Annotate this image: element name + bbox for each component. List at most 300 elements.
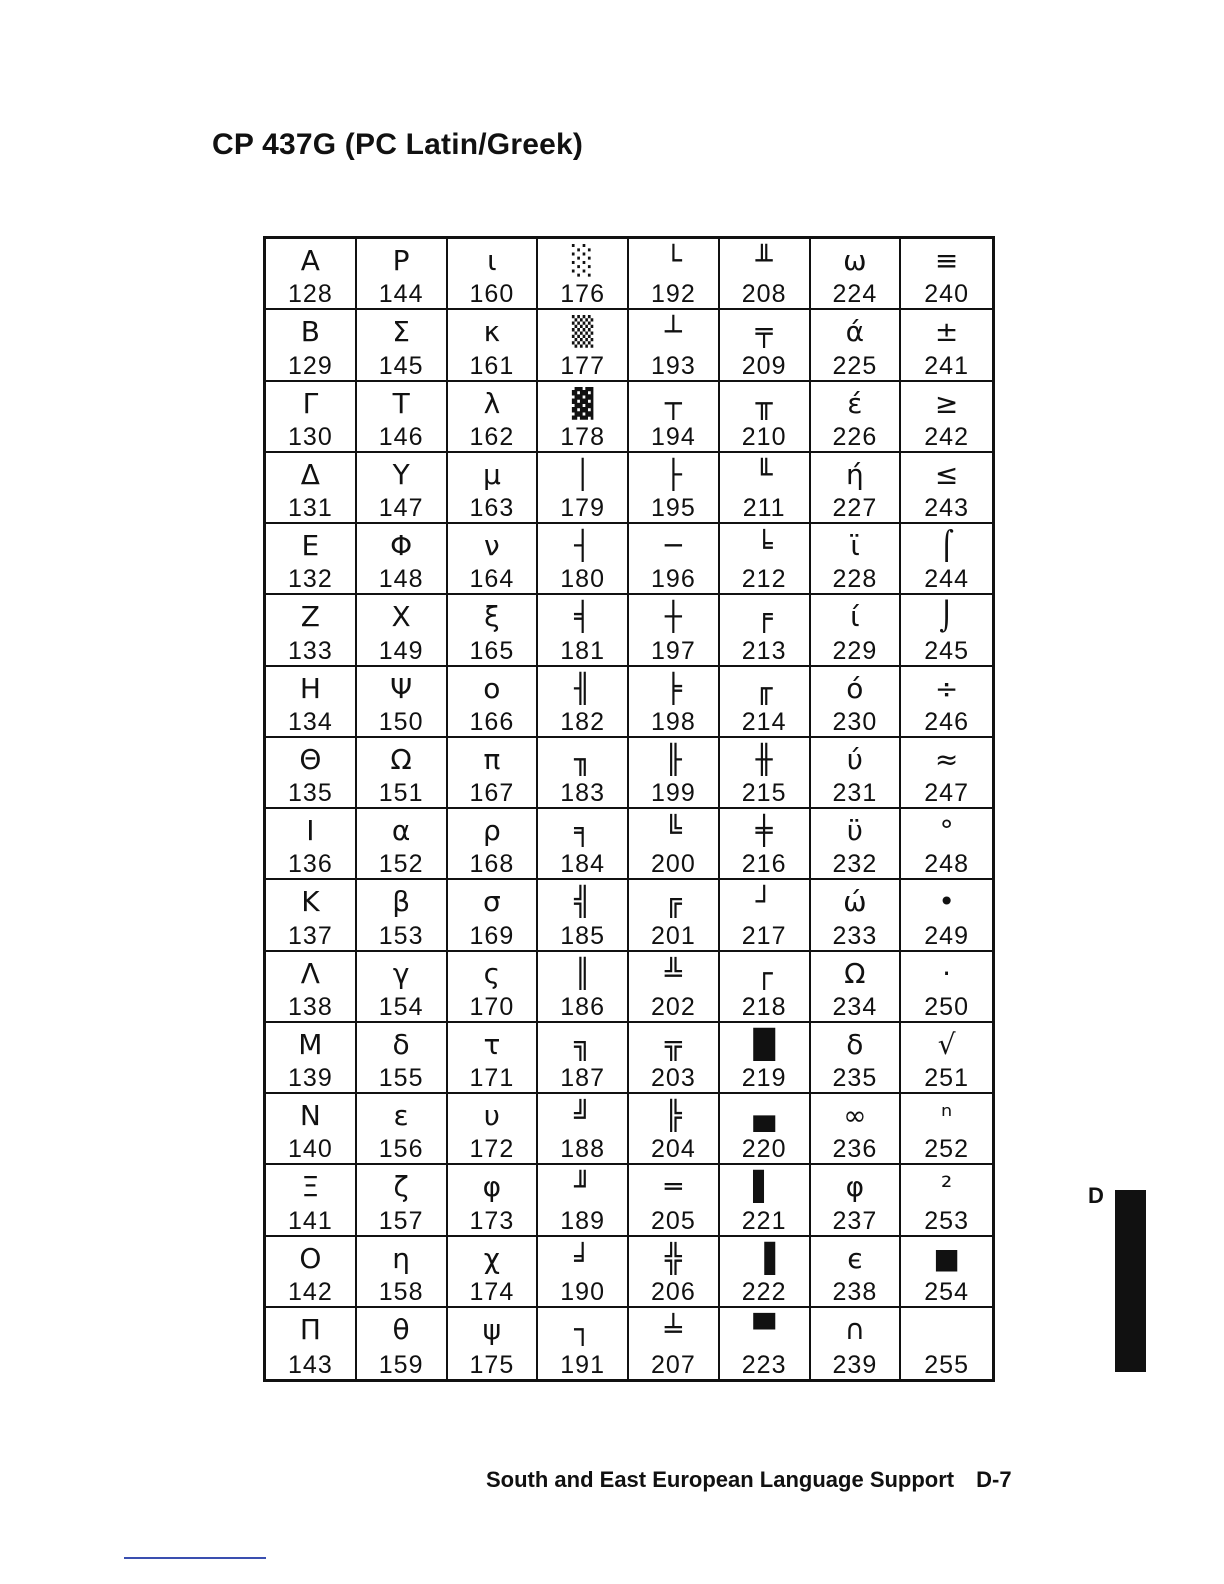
code-cell: [629, 1094, 720, 1165]
code-page-table: [263, 236, 995, 1382]
code-point-number: 162: [469, 422, 515, 451]
character-glyph: ╚: [664, 814, 682, 847]
code-point-number: 242: [924, 422, 969, 451]
code-cell: [266, 453, 357, 524]
code-cell: [538, 952, 629, 1023]
code-point-number: 155: [378, 1064, 424, 1092]
code-point-number: 137: [288, 921, 333, 950]
code-point-number: 143: [288, 1351, 333, 1379]
code-cell: [811, 667, 902, 738]
character-glyph: ╞: [664, 671, 682, 705]
character-glyph: γ: [392, 956, 410, 990]
code-point-number: 157: [378, 1206, 424, 1235]
code-point-number: 156: [378, 1135, 424, 1164]
code-point-number: 171: [469, 1064, 515, 1092]
character-glyph: ╔: [664, 885, 682, 919]
character-glyph: θ: [392, 1312, 410, 1346]
character-glyph: ╓: [755, 671, 773, 705]
character-glyph: ό: [846, 671, 864, 705]
code-point-number: 138: [288, 992, 333, 1021]
character-glyph: Θ: [299, 742, 322, 776]
code-point-number: 177: [560, 351, 605, 380]
character-glyph: κ: [483, 315, 501, 349]
code-cell: [720, 524, 811, 595]
character-glyph: ╦: [664, 1027, 682, 1061]
code-cell: [538, 382, 629, 453]
character-glyph: ύ: [846, 742, 863, 776]
code-point-number: 210: [741, 422, 787, 451]
code-point-number: 160: [469, 280, 515, 309]
code-point-number: 211: [742, 494, 786, 522]
code-cell: [538, 1308, 629, 1379]
code-point-number: 250: [924, 992, 969, 1021]
character-glyph: φ: [845, 1170, 865, 1204]
code-point-number: 236: [832, 1135, 878, 1164]
code-point-number: 238: [832, 1277, 878, 1306]
code-point-number: 179: [560, 494, 605, 522]
code-point-number: 181: [560, 636, 605, 665]
code-cell: [720, 1165, 811, 1236]
character-glyph: Τ: [392, 386, 410, 420]
code-cell: [266, 1237, 357, 1308]
code-cell: [629, 239, 720, 310]
code-cell: [811, 1237, 902, 1308]
character-glyph: ╖: [574, 742, 592, 776]
character-glyph: β: [392, 885, 411, 919]
code-point-number: 192: [651, 280, 696, 309]
code-point-number: 212: [741, 565, 787, 594]
section-tab-marker: [1115, 1190, 1146, 1372]
code-point-number: 217: [741, 921, 787, 950]
code-point-number: 159: [378, 1351, 424, 1379]
code-point-number: 188: [560, 1135, 605, 1164]
code-cell: [266, 382, 357, 453]
character-glyph: ο: [483, 671, 501, 705]
code-cell: [448, 952, 539, 1023]
code-point-number: 245: [924, 636, 969, 665]
character-glyph: Ι: [306, 814, 315, 847]
character-glyph: Δ: [300, 457, 320, 491]
character-glyph: ┬: [664, 386, 682, 420]
code-point-number: 146: [378, 422, 424, 451]
character-glyph: ⌡: [939, 600, 954, 634]
character-glyph: τ: [483, 1027, 501, 1061]
code-cell: [266, 880, 357, 951]
character-glyph: Φ: [390, 529, 413, 562]
code-cell: [538, 1023, 629, 1094]
code-point-number: 144: [378, 280, 424, 309]
page-footer: [486, 1467, 1012, 1493]
character-glyph: ⁿ: [941, 1099, 953, 1132]
character-glyph: █: [753, 1027, 775, 1061]
character-glyph: ░: [571, 244, 594, 277]
character-glyph: Ω: [844, 956, 866, 990]
character-glyph: Ξ: [301, 1170, 320, 1204]
code-cell: [357, 1308, 448, 1379]
code-cell: [720, 1023, 811, 1094]
character-glyph: ώ: [843, 885, 867, 919]
code-point-number: 205: [651, 1206, 696, 1235]
code-point-number: 170: [469, 992, 515, 1021]
code-cell: [901, 1165, 992, 1236]
character-glyph: ╪: [755, 814, 773, 847]
character-glyph: └: [664, 244, 682, 277]
character-glyph: ╧: [664, 1312, 682, 1346]
character-glyph: ═: [664, 1170, 682, 1204]
character-glyph: Γ: [302, 386, 319, 420]
code-point-number: 136: [288, 850, 333, 879]
code-cell: [811, 1165, 902, 1236]
character-glyph: ├: [664, 457, 682, 491]
code-point-number: 207: [651, 1351, 696, 1379]
character-glyph: δ: [846, 1027, 864, 1061]
code-point-number: 172: [469, 1135, 515, 1164]
character-glyph: ╣: [574, 885, 592, 919]
code-cell: [811, 952, 902, 1023]
code-cell: [811, 382, 902, 453]
character-glyph: ╥: [755, 386, 773, 420]
code-cell: [811, 1094, 902, 1165]
code-cell: [811, 595, 902, 666]
code-cell: [538, 595, 629, 666]
character-glyph: [901, 1310, 992, 1350]
character-glyph: ζ: [393, 1170, 409, 1204]
code-cell: [901, 310, 992, 381]
code-point-number: 176: [560, 280, 605, 309]
code-cell: [720, 952, 811, 1023]
code-point-number: 153: [378, 921, 424, 950]
character-glyph: Β: [300, 315, 320, 349]
character-glyph: ⌠: [939, 529, 954, 562]
character-glyph: ╛: [574, 1241, 592, 1275]
code-cell: [720, 382, 811, 453]
code-cell: [538, 239, 629, 310]
character-glyph: ψ: [482, 1312, 502, 1346]
character-glyph: ▀: [753, 1312, 775, 1346]
code-point-number: 225: [832, 351, 878, 380]
code-cell: [720, 1237, 811, 1308]
code-point-number: 206: [651, 1277, 696, 1306]
code-cell: [901, 524, 992, 595]
character-glyph: ς: [483, 956, 501, 990]
character-glyph: ■: [933, 1241, 960, 1275]
code-cell: [538, 809, 629, 880]
code-cell: [720, 880, 811, 951]
character-glyph: ─: [664, 529, 682, 562]
code-cell: [357, 595, 448, 666]
code-cell: [720, 1308, 811, 1379]
code-point-number: 161: [469, 351, 515, 380]
code-point-number: 203: [651, 1064, 696, 1092]
character-glyph: Α: [300, 244, 320, 277]
code-cell: [720, 595, 811, 666]
character-glyph: ╡: [574, 600, 592, 634]
code-cell: [448, 595, 539, 666]
code-cell: [357, 310, 448, 381]
character-glyph: Λ: [300, 956, 320, 990]
code-cell: [357, 453, 448, 524]
character-glyph: ϊ: [850, 529, 860, 562]
character-glyph: φ: [482, 1170, 502, 1204]
character-glyph: ή: [846, 457, 864, 491]
character-glyph: ∩: [844, 1312, 866, 1346]
code-point-number: 227: [832, 494, 878, 522]
code-cell: [357, 809, 448, 880]
code-point-number: 254: [924, 1277, 969, 1306]
code-point-number: 184: [560, 850, 605, 879]
code-point-number: 185: [560, 921, 605, 950]
character-glyph: ±: [934, 315, 959, 349]
character-glyph: ·: [942, 956, 952, 990]
character-glyph: Υ: [392, 457, 410, 491]
character-glyph: Ρ: [392, 244, 410, 277]
code-point-number: 182: [560, 707, 605, 736]
code-cell: [357, 524, 448, 595]
code-cell: [720, 1094, 811, 1165]
code-cell: [357, 667, 448, 738]
code-point-number: 187: [560, 1064, 605, 1092]
code-point-number: 247: [924, 779, 969, 807]
code-point-number: 218: [741, 992, 787, 1021]
code-cell: [629, 453, 720, 524]
code-point-number: 240: [924, 280, 969, 309]
code-point-number: 251: [924, 1064, 969, 1092]
character-glyph: ι: [487, 244, 497, 277]
code-cell: [448, 1165, 539, 1236]
character-glyph: ▐: [753, 1241, 775, 1275]
code-point-number: 241: [924, 351, 969, 380]
character-glyph: ≤: [934, 457, 959, 491]
code-cell: [266, 1094, 357, 1165]
character-glyph: │: [574, 457, 592, 491]
character-glyph: α: [391, 814, 411, 847]
code-cell: [448, 738, 539, 809]
character-glyph: ²: [941, 1170, 953, 1204]
character-glyph: ╘: [755, 529, 773, 562]
code-cell: [448, 1308, 539, 1379]
code-point-number: 219: [741, 1064, 787, 1092]
character-glyph: ≈: [934, 742, 959, 776]
code-cell: [901, 453, 992, 524]
code-point-number: 204: [651, 1135, 696, 1164]
character-glyph: ν: [484, 529, 500, 562]
code-point-number: 252: [924, 1135, 969, 1164]
code-point-number: 197: [651, 636, 696, 665]
code-point-number: 198: [651, 707, 696, 736]
character-glyph: ∞: [843, 1099, 867, 1132]
code-cell: [901, 952, 992, 1023]
code-point-number: 190: [560, 1277, 605, 1306]
code-cell: [448, 667, 539, 738]
character-glyph: δ: [392, 1027, 410, 1061]
code-point-number: 237: [832, 1206, 878, 1235]
code-cell: [629, 1023, 720, 1094]
code-cell: [357, 382, 448, 453]
code-point-number: 202: [651, 992, 696, 1021]
code-point-number: 154: [378, 992, 424, 1021]
code-cell: [357, 1237, 448, 1308]
page-number: D-7: [976, 1467, 1012, 1492]
code-point-number: 130: [288, 422, 333, 451]
code-point-number: 128: [288, 280, 333, 309]
code-cell: [629, 382, 720, 453]
code-point-number: 165: [469, 636, 515, 665]
code-cell: [448, 1237, 539, 1308]
code-point-number: 180: [560, 565, 605, 594]
code-point-number: 173: [469, 1206, 515, 1235]
character-glyph: υ: [483, 1099, 500, 1132]
code-cell: [811, 1023, 902, 1094]
character-glyph: ω: [843, 244, 867, 277]
code-cell: [811, 738, 902, 809]
character-glyph: Ο: [299, 1241, 322, 1275]
code-cell: [448, 1023, 539, 1094]
code-cell: [448, 524, 539, 595]
code-point-number: 196: [651, 565, 696, 594]
code-cell: [901, 1308, 992, 1379]
code-cell: [901, 880, 992, 951]
code-cell: [266, 1023, 357, 1094]
code-cell: [266, 239, 357, 310]
code-cell: [266, 667, 357, 738]
code-point-number: 222: [741, 1277, 787, 1306]
code-cell: [629, 1237, 720, 1308]
code-cell: [720, 809, 811, 880]
code-cell: [901, 1237, 992, 1308]
code-cell: [811, 809, 902, 880]
code-cell: [720, 239, 811, 310]
section-tab-letter: D: [1088, 1183, 1104, 1208]
code-cell: [629, 1165, 720, 1236]
code-cell: [901, 1094, 992, 1165]
character-glyph: ╤: [755, 315, 773, 349]
character-glyph: ≡: [934, 244, 959, 277]
code-point-number: 141: [288, 1206, 333, 1235]
code-cell: [629, 667, 720, 738]
character-glyph: Ζ: [300, 600, 320, 634]
code-point-number: 175: [469, 1351, 515, 1379]
code-point-number: 228: [832, 565, 878, 594]
code-point-number: 233: [832, 921, 878, 950]
code-cell: [811, 1308, 902, 1379]
code-cell: [901, 595, 992, 666]
character-glyph: ╒: [755, 600, 773, 634]
character-glyph: Χ: [391, 600, 411, 634]
character-glyph: η: [392, 1241, 410, 1275]
character-glyph: °: [939, 814, 954, 847]
character-glyph: Ν: [299, 1099, 321, 1132]
code-point-number: 231: [832, 779, 878, 807]
code-point-number: 139: [288, 1064, 333, 1092]
code-point-number: 140: [288, 1135, 333, 1164]
character-glyph: √: [937, 1027, 956, 1061]
code-point-number: 201: [651, 921, 696, 950]
character-glyph: ε: [393, 1099, 409, 1132]
code-cell: [538, 738, 629, 809]
character-glyph: ί: [850, 600, 860, 634]
character-glyph: ╢: [574, 671, 592, 705]
code-cell: [901, 1023, 992, 1094]
character-glyph: Ψ: [390, 671, 413, 705]
code-point-number: 193: [651, 351, 696, 380]
footer-text: South and East European Language Support: [486, 1467, 955, 1492]
code-cell: [720, 667, 811, 738]
code-cell: [538, 667, 629, 738]
character-glyph: π: [483, 742, 501, 776]
code-cell: [629, 595, 720, 666]
code-cell: [448, 1094, 539, 1165]
character-glyph: ▌: [753, 1170, 775, 1204]
character-glyph: ╠: [664, 1099, 682, 1132]
code-point-number: 134: [288, 707, 333, 736]
character-glyph: χ: [483, 1241, 500, 1275]
code-point-number: 164: [469, 565, 515, 594]
code-cell: [811, 310, 902, 381]
code-cell: [538, 880, 629, 951]
code-cell: [538, 453, 629, 524]
code-point-number: 189: [560, 1206, 605, 1235]
character-glyph: ╩: [664, 956, 682, 990]
character-glyph: ξ: [484, 600, 500, 634]
code-point-number: 183: [560, 779, 605, 807]
code-cell: [538, 1094, 629, 1165]
character-glyph: ρ: [482, 814, 501, 847]
code-point-number: 243: [924, 494, 969, 522]
character-glyph: ά: [845, 315, 865, 349]
character-glyph: Η: [299, 671, 321, 705]
character-glyph: ┌: [755, 956, 773, 990]
code-cell: [901, 667, 992, 738]
code-point-number: 163: [469, 494, 515, 522]
code-point-number: 152: [378, 850, 424, 879]
code-point-number: 174: [469, 1277, 515, 1306]
code-cell: [538, 310, 629, 381]
character-glyph: ╟: [664, 742, 682, 776]
code-point-number: 216: [741, 850, 787, 879]
code-point-number: 223: [741, 1351, 787, 1379]
code-point-number: 199: [651, 779, 696, 807]
code-cell: [357, 239, 448, 310]
code-point-number: 239: [832, 1351, 878, 1379]
character-glyph: ┘: [755, 885, 773, 919]
code-cell: [720, 453, 811, 524]
character-glyph: ▓: [571, 386, 594, 420]
code-point-number: 149: [378, 636, 424, 665]
code-point-number: 248: [924, 850, 969, 879]
code-cell: [357, 1023, 448, 1094]
code-point-number: 220: [741, 1135, 787, 1164]
code-point-number: 249: [924, 921, 969, 950]
character-glyph: σ: [483, 885, 501, 919]
code-cell: [901, 382, 992, 453]
code-point-number: 147: [378, 494, 424, 522]
character-glyph: ╕: [574, 814, 592, 847]
code-cell: [538, 524, 629, 595]
character-glyph: Σ: [392, 315, 410, 349]
code-cell: [448, 382, 539, 453]
character-glyph: έ: [847, 386, 863, 420]
code-point-number: 255: [924, 1351, 969, 1379]
character-glyph: є: [847, 1241, 863, 1275]
code-cell: [266, 809, 357, 880]
code-point-number: 166: [469, 707, 515, 736]
character-glyph: ╗: [574, 1027, 592, 1061]
code-point-number: 169: [469, 921, 515, 950]
character-glyph: ▄: [753, 1099, 775, 1132]
code-point-number: 168: [469, 850, 515, 879]
code-cell: [448, 239, 539, 310]
code-point-number: 195: [651, 494, 696, 522]
